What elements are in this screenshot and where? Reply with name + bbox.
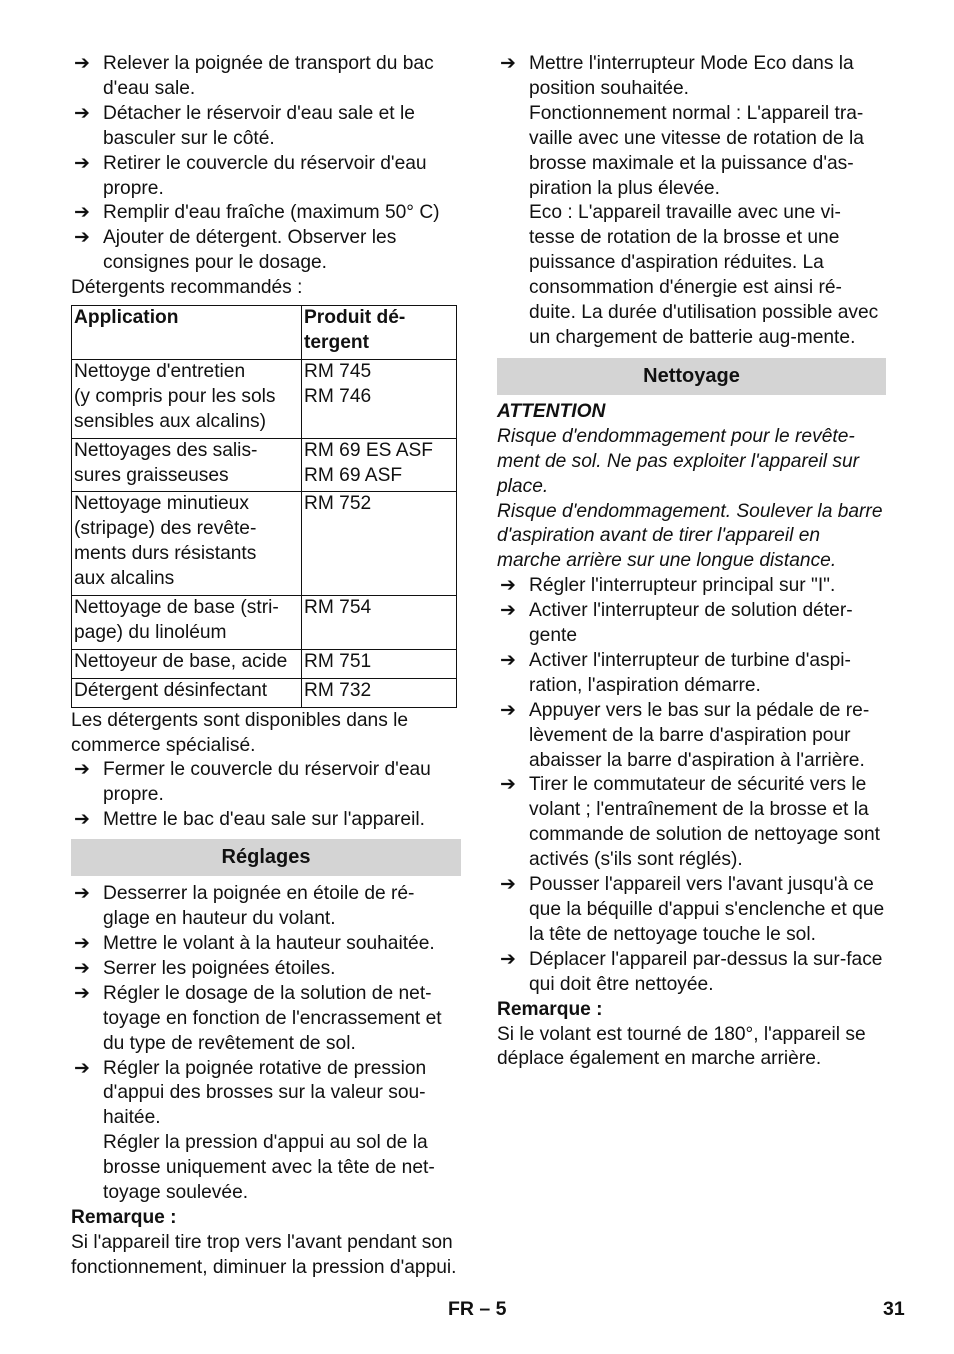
eco-eco-text: Eco : L'appareil travaille avec une vi-tesse de rotation de la brosse et une puissance d'aspiration réduites. La consommation d'énergie est ainsi ré-duite. La durée d'utilisation possible avec un chargement de batterie aug-mente. bbox=[529, 202, 879, 348]
remark-text: Si le volant est tourné de 180°, l'appareil se déplace également en marche arrière. bbox=[497, 1023, 866, 1070]
remark-label: Remarque : bbox=[71, 1206, 177, 1228]
table-row: Nettoyage minutieux (stripage) des revête- ments durs résistants aux alcalins RM 752 bbox=[72, 492, 457, 596]
step-pedal: ➔ Appuyer vers le bas sur la pédale de re-lèvement de la barre d'aspiration pour abaisser la barre d'aspiration à l'arrière. bbox=[500, 699, 870, 771]
arrow-icon: ➔ bbox=[74, 152, 90, 174]
step-move-over: ➔ Déplacer l'appareil par-dessus la sur-face qui doit être nettoyée. bbox=[500, 948, 883, 995]
recommended-label: Détergents recommandés : bbox=[71, 277, 303, 299]
step-safety-switch: ➔ Tirer le commutateur de sécurité vers le volant ; l'entraînement de la brosse et la commande de solution de nettoyage sont activés (s'ils sont réglés). bbox=[500, 774, 880, 871]
pressure-note: Régler la pression d'appui au sol de la brosse uniquement avec la tête de net-toyage soulevée. bbox=[103, 1132, 435, 1204]
step-suction-switch: ➔ Activer l'interrupteur de turbine d'aspi-ration, l'aspiration démarre. bbox=[500, 649, 851, 696]
arrow-icon: ➔ bbox=[74, 809, 90, 831]
step-push-forward: ➔ Pousser l'appareil vers l'avant jusqu'à ce que la béquille d'appui s'enclenche et que la tête de nettoyage touche le sol. bbox=[500, 874, 885, 945]
arrow-icon: ➔ bbox=[500, 874, 516, 896]
step-eco-switch: ➔ Mettre l'interrupteur Mode Eco dans la position souhaitée. bbox=[500, 53, 854, 99]
arrow-icon: ➔ bbox=[74, 227, 90, 249]
section-title-reglages: Réglages bbox=[71, 839, 461, 876]
arrow-icon: ➔ bbox=[500, 699, 516, 721]
attention-text-2: Risque d'endommagement. Soulever la barre d'aspiration avant de tirer l'appareil en marche arrière sur une longue distance. bbox=[497, 500, 883, 572]
eco-normal-text: Fonctionnement normal : L'appareil tra-vaille avec une vitesse de rotation de la brosse maximale et la puissance d'as-piration la plus élevée. bbox=[529, 102, 864, 199]
step-tighten: ➔ Serrer les poignées étoiles. bbox=[71, 957, 461, 982]
step-set-height: ➔ Mettre le volant à la hauteur souhaitée. bbox=[71, 932, 461, 957]
step-main-switch: ➔ Régler l'interrupteur principal sur "I". bbox=[497, 574, 886, 599]
table-row: Nettoyage de base (stri- page) du linoléum RM 754 bbox=[72, 596, 457, 650]
table-row: Nettoyeur de base, acide RM 751 bbox=[72, 649, 457, 678]
table-header-row bbox=[72, 306, 457, 360]
arrow-icon: ➔ bbox=[74, 933, 90, 954]
step-dosage: ➔ Régler le dosage de la solution de net-toyage en fonction de l'encrassement et du type de revêtement de sol. bbox=[74, 982, 442, 1054]
detergent-table bbox=[71, 305, 457, 708]
step-detergent-switch: ➔ Activer l'interrupteur de solution déter-gente bbox=[500, 600, 853, 647]
arrow-icon: ➔ bbox=[500, 53, 516, 74]
arrow-icon: ➔ bbox=[74, 202, 90, 224]
arrow-icon: ➔ bbox=[500, 600, 516, 622]
availability-text: Les détergents sont disponibles dans le commerce spécialisé. bbox=[71, 709, 409, 756]
arrow-icon: ➔ bbox=[500, 649, 516, 671]
step-place-tank: ➔ Mettre le bac d'eau sale sur l'appareil. bbox=[71, 808, 461, 833]
step-detach-tank: ➔ Détacher le réservoir d'eau sale et le basculer sur le côté. bbox=[74, 102, 415, 149]
step-loosen-handle: ➔ Desserrer la poignée en étoile de ré-glage en hauteur du volant. bbox=[74, 883, 415, 930]
table-row: Nettoyages des salis- sures graisseuses RM 69 ES ASF RM 69 ASF bbox=[72, 438, 457, 492]
step-pressure: ➔ Régler la poignée rotative de pression d'appui des brosses sur la valeur sou-haitée. bbox=[74, 1057, 427, 1129]
section-title-nettoyage: Nettoyage bbox=[497, 358, 886, 395]
arrow-icon: ➔ bbox=[74, 759, 90, 781]
arrow-icon: ➔ bbox=[500, 948, 516, 970]
arrow-icon: ➔ bbox=[74, 1057, 90, 1079]
step-add-detergent: ➔ Ajouter de détergent. Observer les consignes pour le dosage. bbox=[74, 227, 397, 274]
attention-text-1: Risque d'endommagement pour le revête-ment de sol. Ne pas exploiter l'appareil sur place. bbox=[497, 425, 860, 497]
right-column bbox=[497, 52, 886, 1072]
page-number: 31 bbox=[883, 1298, 905, 1320]
step-remove-lid: ➔ Retirer le couvercle du réservoir d'eau propre. bbox=[74, 152, 427, 199]
remark-label: Remarque : bbox=[497, 998, 603, 1020]
step-lift-handle: ➔ Relever la poignée de transport du bac d'eau sale. bbox=[74, 53, 434, 99]
table-header-product: Produit dé- tergent bbox=[302, 306, 457, 360]
left-column bbox=[71, 52, 461, 1281]
arrow-icon: ➔ bbox=[74, 883, 90, 905]
step-fill-water: ➔ Remplir d'eau fraîche (maximum 50° C) bbox=[71, 201, 461, 226]
table-row: Nettoyge d'entretien (y compris pour les sols sensibles aux alcalins) RM 745 RM 746 bbox=[72, 359, 457, 438]
step-close-lid: ➔ Fermer le couvercle du réservoir d'eau propre. bbox=[74, 759, 431, 806]
arrow-icon: ➔ bbox=[74, 53, 90, 74]
arrow-icon: ➔ bbox=[500, 575, 516, 597]
arrow-icon: ➔ bbox=[74, 102, 90, 124]
arrow-icon: ➔ bbox=[500, 774, 516, 796]
arrow-icon: ➔ bbox=[74, 957, 90, 979]
footer-language-page: FR – 5 bbox=[448, 1298, 507, 1320]
arrow-icon: ➔ bbox=[74, 982, 90, 1004]
table-header-application: Application bbox=[72, 306, 302, 360]
remark-text: Si l'appareil tire trop vers l'avant pendant son fonctionnement, diminuer la pression d'appui. bbox=[71, 1231, 457, 1278]
table-row: Détergent désinfectant RM 732 bbox=[72, 678, 457, 707]
attention-label: ATTENTION bbox=[497, 400, 606, 422]
